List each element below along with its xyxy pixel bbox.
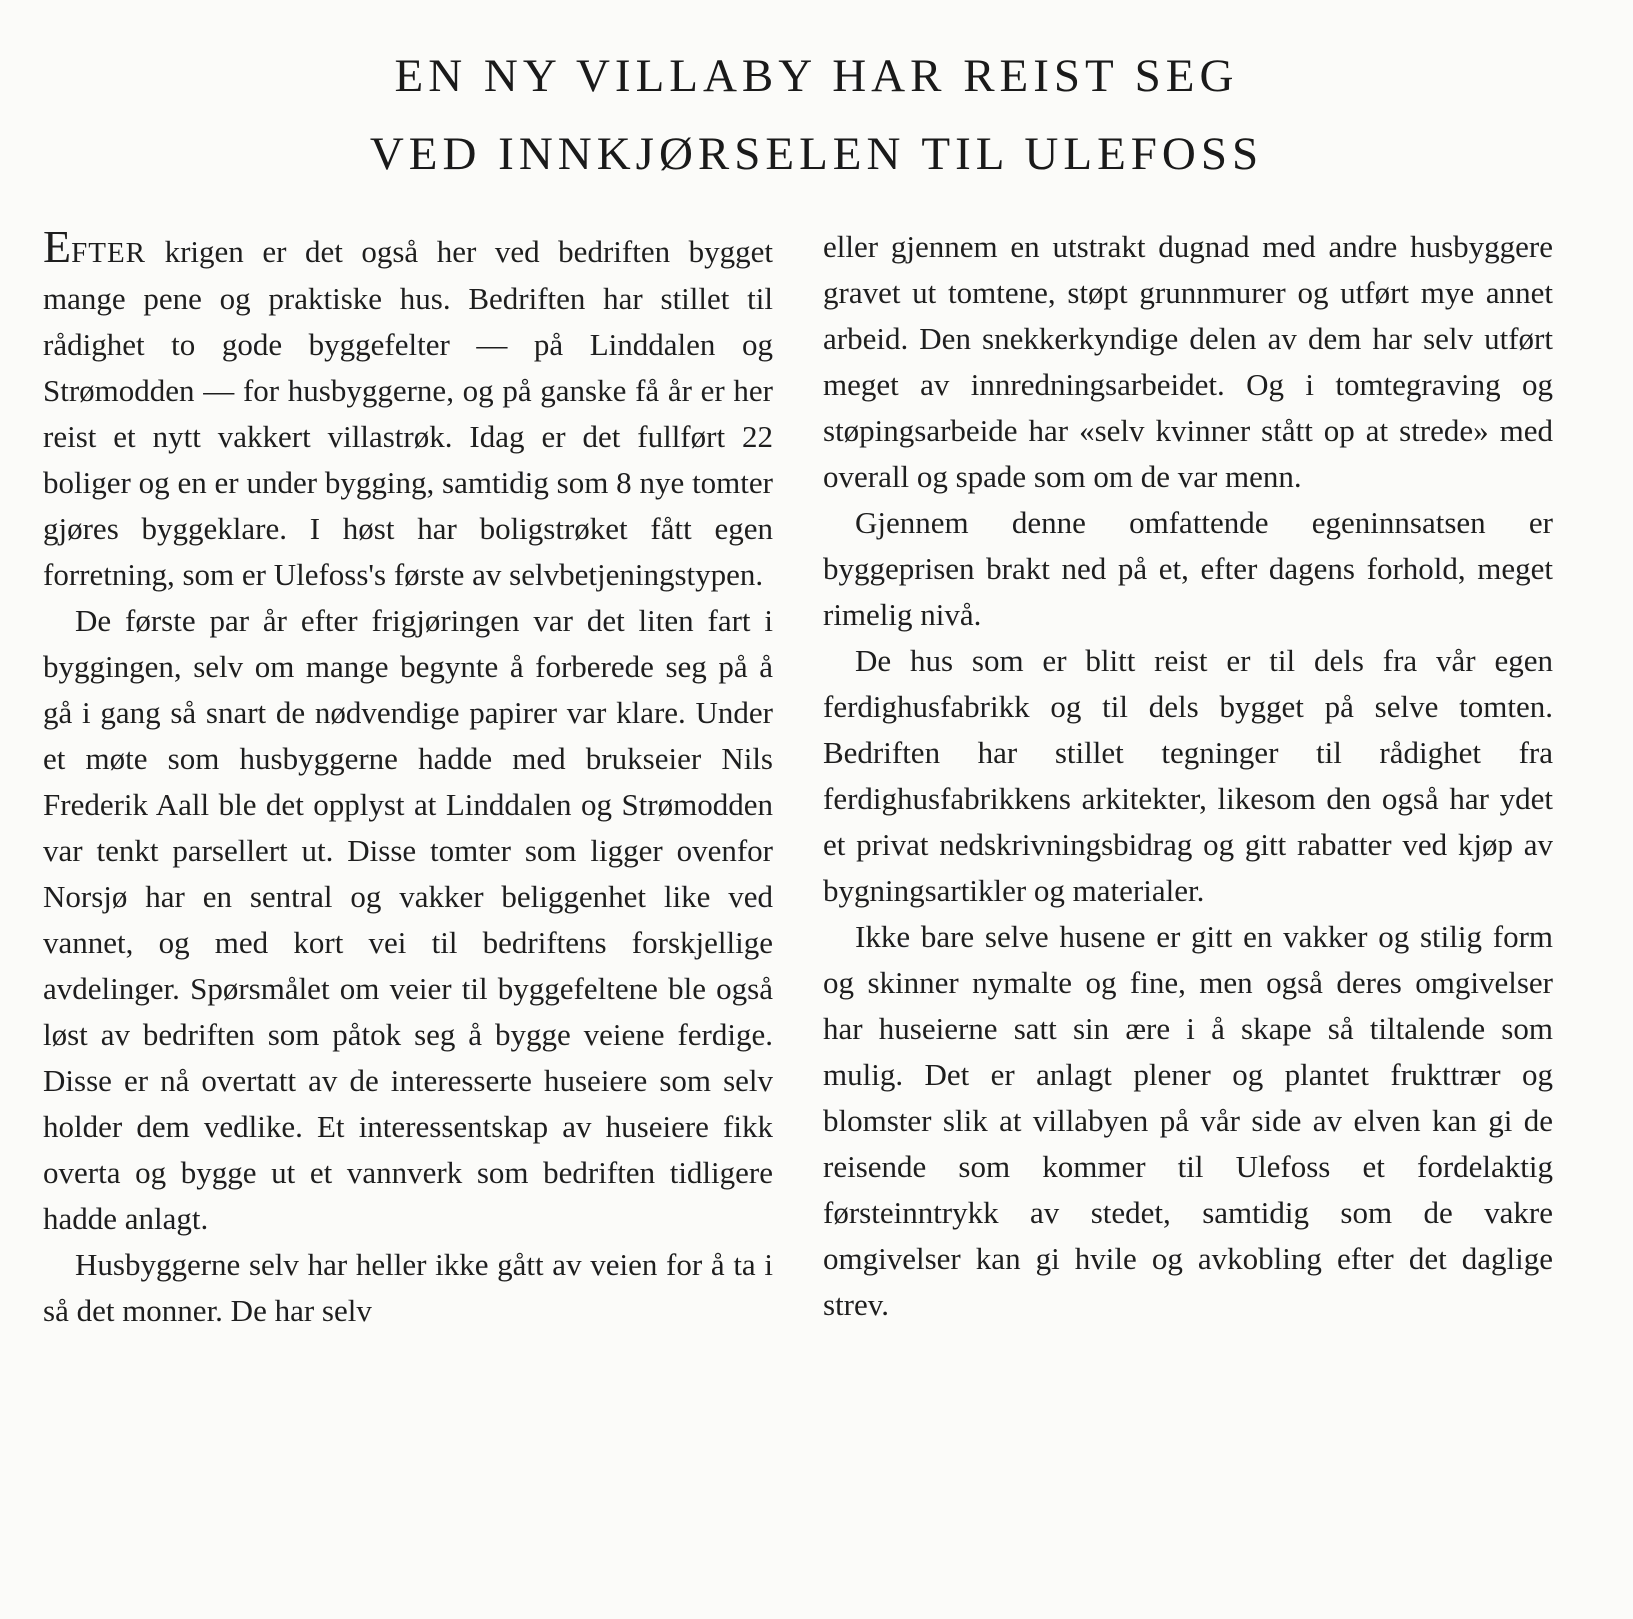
- drop-cap-initial: E: [43, 221, 72, 272]
- paragraph-5: De hus som er blitt reist er til dels fra vår egen ferdighusfabrikk og til dels bygget på selve tomten. Bedriften har stillet tegninger til rådighet fra ferdighusfabrikkens arkitekter, likesom den også har ydet et privat nedskrivningsbidrag og gitt rabatter ved kjøp av bygningsartikler og materialer.: [823, 643, 1553, 908]
- paragraph-6: Ikke bare selve husene er gitt en vakker og stilig form og skinner nymalte og fine, men også deres omgivelser har huseierne satt sin ære i å skape så tiltalende som mulig. Det er anlagt plener og plantet frukttrær og blomster slik at villabyen på vår side av elven kan gi de reisende som kommer til Ulefoss et fordelaktig førsteinntrykk av stedet, samtidig som de vakre omgivelser kan gi hvile og avkobling efter det daglige strev.: [823, 919, 1553, 1322]
- paragraph-1: [43, 221, 773, 598]
- paragraph-4: Gjennem denne omfattende egeninnsatsen er byggeprisen brakt ned på et, efter dagens forhold, meget rimelig nivå.: [823, 505, 1553, 632]
- paragraph-3-continued: eller gjennem en utstrakt dugnad med andre husbyggere gravet ut tomtene, støpt grunnmurer og utført mye annet arbeid. Den snekkerkyndige delen av dem har selv utført meget av innredningsarbeidet. Og i tomtegraving og støpingsarbeide har «selv kvinner stått op at strede» med overall og spade som om de var menn.: [823, 229, 1553, 494]
- left-column: [43, 221, 773, 1334]
- lead-smallcaps: FTER: [71, 237, 147, 269]
- article-title: [0, 40, 1633, 190]
- paragraph-2: De første par år efter frigjøringen var det liten fart i byggingen, selv om mange begynte å forberede seg på å gå i gang så snart de nødvendige papirer var klare. Under et møte som husbyggerne hadde med brukseier Nils Frederik Aall ble det opplyst at Linddalen og Strømodden var tenkt parsellert ut. Disse tomter som ligger ovenfor Norsjø har en sentral og vakker beliggenhet like ved vannet, og med kort vei til bedriftens forskjellige avdelinger. Spørsmålet om veier til byggefeltene ble også løst av bedriften som påtok seg å bygge veiene ferdige. Disse er nå overtatt av de interesserte huseiere som selv holder dem vedlike. Et interessentskap av huseiere fikk overta og bygge ut et vannverk som bedriften tidligere hadde anlagt.: [43, 603, 773, 1236]
- right-column: [823, 224, 1553, 1328]
- title-line-1: EN NY VILLABY HAR REIST SEG: [394, 50, 1239, 102]
- title-line-2: VED INNKJØRSELEN TIL ULEFOSS: [369, 128, 1264, 180]
- paragraph-1-text: krigen er det også her ved bedriften bygget mange pene og praktiske hus. Bedriften har stillet til rådighet to gode byggefelter — på Linddalen og Strømodden — for husbyggerne, og på ganske få år er her reist et nytt vakkert villastrøk. Idag er det fullført 22 boliger og en er under bygging, samtidig som 8 nye tomter gjøres byggeklare. I høst har boligstrøket fått egen forretning, som er Ulefoss's første av selvbetjeningstypen.: [43, 234, 773, 592]
- paragraph-3: Husbyggerne selv har heller ikke gått av veien for å ta i så det monner. De har selv: [43, 1247, 773, 1328]
